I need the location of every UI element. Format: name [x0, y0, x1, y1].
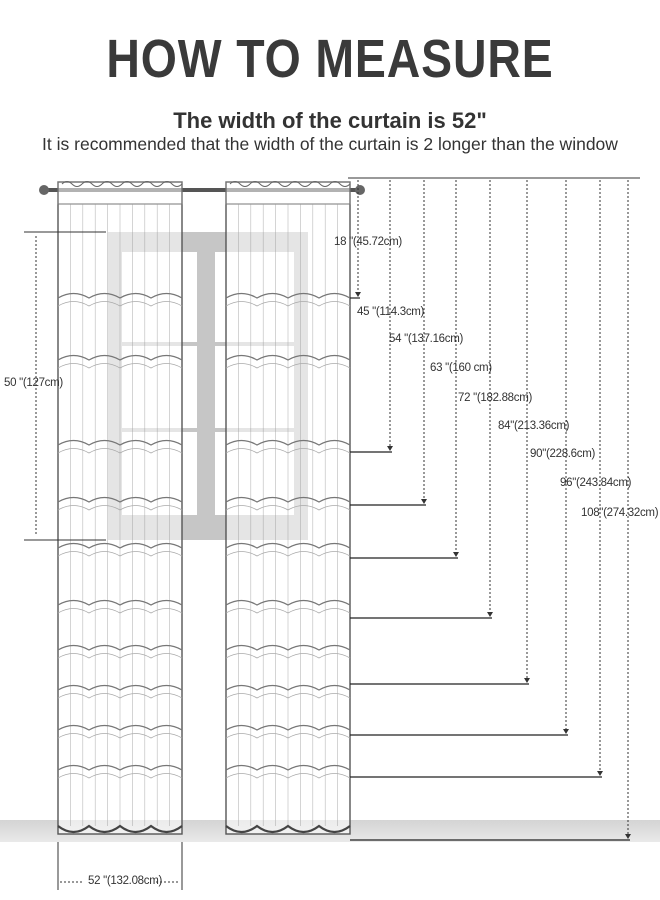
length-label: 18 "(45.72cm): [334, 236, 402, 248]
length-label: 108"(274.32cm): [581, 507, 659, 519]
length-dimension-arrow: [387, 446, 393, 451]
length-label: 96"(243.84cm): [560, 477, 632, 489]
rod-finial-left: [39, 185, 49, 195]
length-dimension-arrow: [453, 552, 459, 557]
length-label: 72 "(182.88cm): [458, 392, 533, 404]
curtain-width-label: 52 "(132.08cm): [88, 875, 163, 887]
length-label: 63 "(160 cm): [430, 362, 492, 374]
window-height-label: 50 "(127cm): [4, 377, 63, 389]
length-dimension-arrow: [563, 729, 569, 734]
length-dimension-arrow: [625, 834, 631, 839]
length-dimension-arrow: [421, 499, 427, 504]
page-title: HOW TO MEASURE: [106, 29, 554, 89]
length-label: 54 "(137.16cm): [389, 333, 464, 345]
length-dimension-arrow: [524, 678, 530, 683]
length-label: 45 "(114.3cm): [357, 306, 425, 318]
rod-finial-right: [355, 185, 365, 195]
recommendation-text: It is recommended that the width of the curtain is 2 longer than the window: [42, 134, 618, 154]
length-dimension-arrow: [597, 771, 603, 776]
length-label: 90"(228.6cm): [530, 448, 596, 460]
window-mullion: [197, 252, 215, 517]
curtain-width-subtitle: The width of the curtain is 52": [173, 108, 487, 133]
length-dimension-arrow: [487, 612, 493, 617]
length-label: 84"(213.36cm): [498, 420, 570, 432]
length-dimension-arrow: [355, 292, 361, 297]
